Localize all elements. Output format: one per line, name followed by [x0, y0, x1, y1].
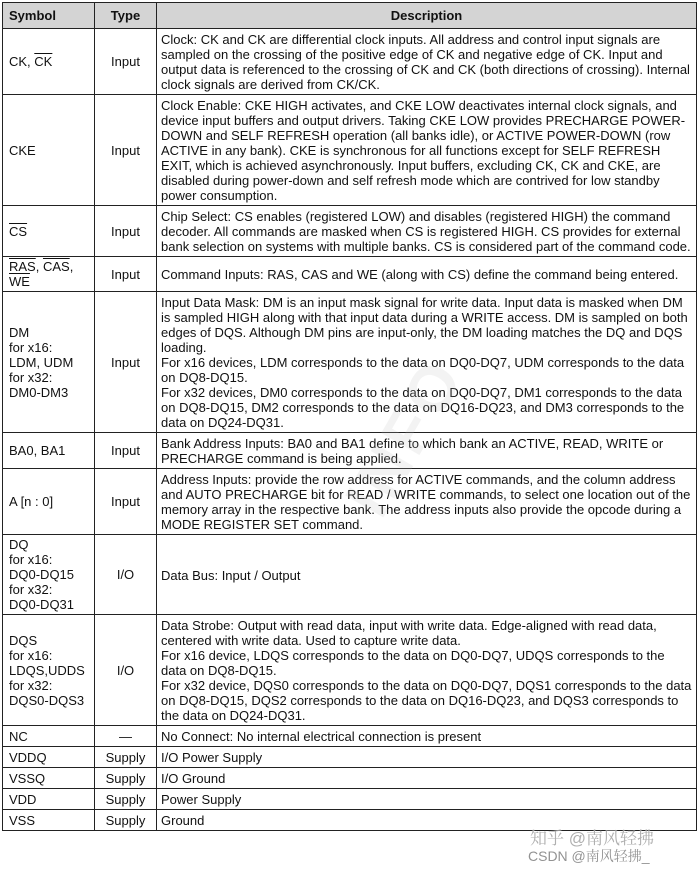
table-row [3, 206, 697, 257]
description-text: Command Inputs: RAS, CAS and WE (along with CS) define the command being entered. [161, 267, 679, 282]
description-text: For x32 device, DQS0 corresponds to the data on DQ0-DQ7, DQS1 corresponds to the data on DQ8-DQ15, DQS2 corresponds to the data on DQ16-DQ23, and DQS3 corresponds to the data on DQ24-DQ31. [161, 678, 692, 723]
symbol-cell: CKE [3, 95, 95, 206]
description-cell [157, 810, 697, 831]
table-row [3, 768, 697, 789]
description-text: Clock: CK and CK are differential clock inputs. All address and control input signals are sampled on the crossing of the positive edge of CK and negative edge of CK. Input and output data is referenced to the crossing of CK and CK (both directions of crossing). Internal clock signals are derived from CK/CK. [161, 32, 690, 92]
description-text: Ground [161, 813, 205, 828]
table-row [3, 615, 697, 726]
symbol-cell: NC [3, 726, 95, 747]
table-row [3, 292, 697, 433]
symbol-separator: , [69, 259, 74, 274]
symbol-cell [3, 206, 95, 257]
symbol-text-overline: $\overline{RAS}$ [9, 259, 36, 274]
description-text: I/O Ground [161, 771, 226, 786]
symbol-cell [3, 292, 95, 433]
type-cell: Input [95, 29, 157, 95]
description-cell [157, 257, 697, 292]
symbol-cell: A [n : 0] [3, 469, 95, 535]
description-cell [157, 206, 697, 257]
description-text: Data Strobe: Output with read data, input with write data. Edge-aligned with read data, centered with write data. Used to capture write data. [161, 618, 657, 648]
symbol-cell [3, 535, 95, 615]
table-row [3, 810, 697, 831]
symbol-cell: VDD [3, 789, 95, 810]
symbol-cell: VSSQ [3, 768, 95, 789]
table-row [3, 747, 697, 768]
header-type: Type [95, 3, 157, 29]
csdn-watermark: CSDN @南风轻拂_ [528, 848, 650, 864]
symbol-text: CK, [9, 54, 35, 69]
symbol-line: for x16: [9, 647, 53, 663]
pin-description-table [2, 2, 697, 831]
symbol-line: DM [9, 324, 30, 340]
symbol-cell [3, 257, 95, 292]
symbol-cell: BA0, BA1 [3, 433, 95, 469]
symbol-line: LDM, UDM [9, 354, 74, 370]
table-row [3, 29, 697, 95]
symbol-cell: VSS [3, 810, 95, 831]
description-text: For x32 devices, DM0 corresponds to the data on DQ0-DQ7, DM1 corresponds to the data on DQ8-DQ15, DM2 corresponds to the data on DQ16-DQ23, and DM3 corresponds to the data on DQ24-DQ31. [161, 385, 685, 430]
symbol-cell: VDDQ [3, 747, 95, 768]
description-cell [157, 789, 697, 810]
description-cell [157, 95, 697, 206]
type-cell: Input [95, 469, 157, 535]
symbol-line: for x32: [9, 582, 53, 597]
description-cell [157, 535, 697, 615]
type-cell: Input [95, 292, 157, 433]
type-cell: Input [95, 257, 157, 292]
description-cell [157, 615, 697, 726]
description-text: I/O Power Supply [161, 750, 263, 765]
symbol-text-overline: $\overline{WE}$ [9, 274, 30, 289]
table-row [3, 257, 697, 292]
symbol-text-overline: $\overline{CAS}$ [42, 259, 70, 274]
symbol-line: for x32: [9, 369, 53, 385]
description-cell [157, 469, 697, 535]
description-text: Input Data Mask: DM is an input mask signal for write data. Input data is masked when DM is sampled HIGH along with that input data during a WRITE access. DM is sampled on both edges of DQS. Although DM pins are input-only, the DM loading matches the DQ and DQS loading. [161, 295, 688, 355]
type-cell: I/O [95, 615, 157, 726]
type-cell: — [95, 726, 157, 747]
type-cell: Supply [95, 768, 157, 789]
type-cell: Input [95, 433, 157, 469]
description-cell [157, 433, 697, 469]
header-symbol: Symbol [3, 3, 95, 29]
symbol-line: DQS [9, 632, 38, 648]
type-cell: Supply [95, 810, 157, 831]
description-cell [157, 29, 697, 95]
symbol-line: DQ0-DQ31 [9, 597, 75, 612]
symbol-separator: , [35, 259, 43, 274]
description-text: Address Inputs: provide the row address for ACTIVE commands, and the column address and AUTO PRECHARGE bit for READ / WRITE commands, to select one location out of the memory array in the respective bank. The address inputs also provide the opcode during a MODE REGISTER SET command. [161, 472, 691, 532]
description-text: For x16 device, LDQS corresponds to the data on DQ0-DQ7, UDQS corresponds to the data on DQ8-DQ15. [161, 648, 665, 678]
table-header-row [3, 3, 697, 29]
symbol-text-overline: $\overline{CK}$ [34, 54, 53, 69]
type-cell: Input [95, 206, 157, 257]
symbol-line: DQ [9, 537, 29, 552]
type-cell: I/O [95, 535, 157, 615]
table-row [3, 469, 697, 535]
table-row [3, 726, 697, 747]
description-text: Power Supply [161, 792, 242, 807]
table-row [3, 433, 697, 469]
description-text: Clock Enable: CKE HIGH activates, and CKE LOW deactivates internal clock signals, and device input buffers and output drivers. Taking CKE LOW provides PRECHARGE POWER-DOWN and SELF REFRESH operation (all banks idle), or ACTIVE POWER-DOWN (row ACTIVE in any bank). CKE is synchronous for all functions except for SELF REFRESH EXIT, which is achieved asynchronously. Input buffers, excluding CK, CK and CKE, are disabled during power-down and self refresh mode which are contrived for low standby power consumption. [161, 98, 686, 203]
symbol-line: DQS0-DQS3 [9, 692, 85, 708]
description-cell [157, 292, 697, 433]
description-text: Bank Address Inputs: BA0 and BA1 define to which bank an ACTIVE, READ, WRITE or PRECHARGE command is being applied. [161, 436, 664, 466]
description-cell [157, 747, 697, 768]
symbol-line: for x32: [9, 677, 53, 693]
symbol-line: DM0-DM3 [9, 384, 69, 400]
type-cell: Input [95, 95, 157, 206]
description-cell [157, 726, 697, 747]
description-text: No Connect: No internal electrical connection is present [161, 729, 482, 744]
symbol-text-overline: $\overline{CS}$ [9, 223, 28, 239]
symbol-line: for x16: [9, 339, 53, 355]
table-row [3, 789, 697, 810]
symbol-cell [3, 615, 95, 726]
header-description: Description [157, 3, 697, 29]
symbol-line: LDQS,UDDS [9, 662, 85, 678]
zhihu-watermark: 知乎 @南风轻拂 [530, 829, 654, 848]
background-watermark: INFO [331, 345, 478, 529]
table-row [3, 535, 697, 615]
description-text: Chip Select: CS enables (registered LOW) and disables (registered HIGH) the command decoder. All commands are masked when CS is registered HIGH. CS provides for external bank selection on systems with multiple banks. CS is considered part of the command code. [161, 209, 691, 254]
table-row [3, 95, 697, 206]
symbol-line: for x16: [9, 552, 53, 567]
symbol-line: DQ0-DQ15 [9, 567, 75, 582]
description-cell [157, 768, 697, 789]
type-cell: Supply [95, 789, 157, 810]
type-cell: Supply [95, 747, 157, 768]
symbol-cell [3, 29, 95, 95]
description-text: For x16 devices, LDM corresponds to the data on DQ0-DQ7, UDM corresponds to the data on DQ8-DQ15. [161, 355, 685, 385]
description-text: Data Bus: Input / Output [161, 567, 301, 583]
